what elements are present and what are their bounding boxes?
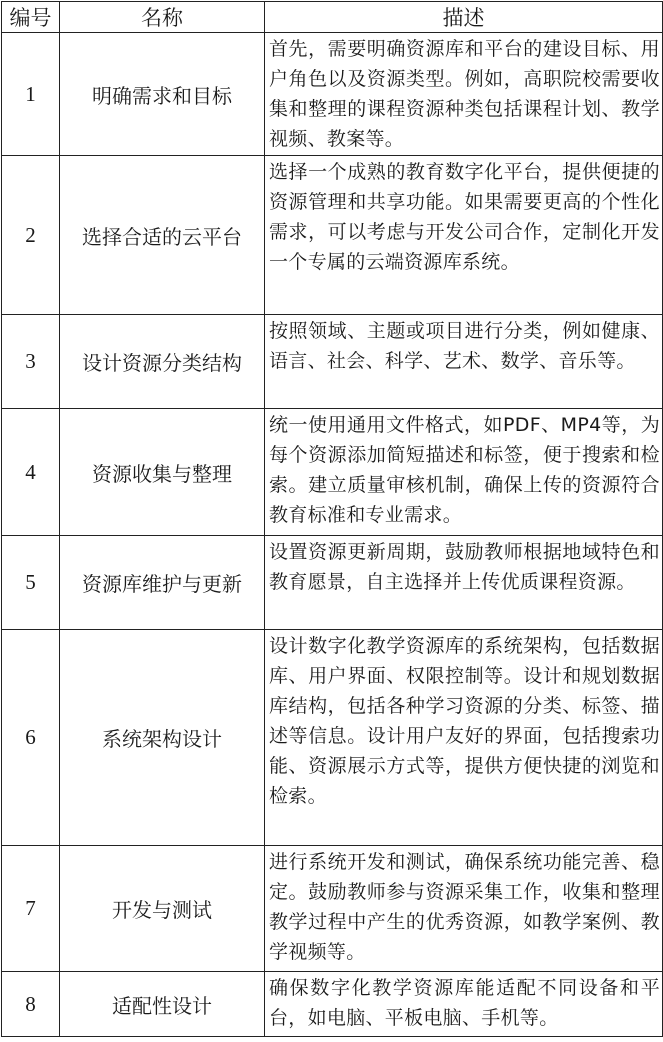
row-desc: 选择一个成熟的教育数字化平台，提供便捷的资源管理和共享功能。如果需要更高的个性化需求，可以考虑与开发公司合作，定制化开发一个专属的云端资源库系统。 <box>265 156 663 315</box>
header-desc: 描述 <box>265 2 663 33</box>
row-name: 系统架构设计 <box>60 630 265 846</box>
row-num: 2 <box>2 156 60 315</box>
row-name: 资源库维护与更新 <box>60 536 265 630</box>
row-name: 选择合适的云平台 <box>60 156 265 315</box>
header-row <box>2 2 663 33</box>
table-row <box>2 846 663 972</box>
row-num: 7 <box>2 846 60 972</box>
steps-table <box>1 1 663 1037</box>
table-row <box>2 156 663 315</box>
row-desc: 首先，需要明确资源库和平台的建设目标、用户角色以及资源类型。例如，高职院校需要收集和整理的课程资源种类包括课程计划、教学视频、教案等。 <box>265 33 663 156</box>
table-row <box>2 630 663 846</box>
row-desc: 按照领域、主题或项目进行分类，例如健康、语言、社会、科学、艺术、数学、音乐等。 <box>265 315 663 409</box>
row-name: 设计资源分类结构 <box>60 315 265 409</box>
row-name: 适配性设计 <box>60 972 265 1037</box>
table-row <box>2 33 663 156</box>
row-name: 资源收集与整理 <box>60 409 265 536</box>
header-num: 编号 <box>2 2 60 33</box>
table-row <box>2 409 663 536</box>
row-name: 明确需求和目标 <box>60 33 265 156</box>
row-num: 5 <box>2 536 60 630</box>
row-num: 1 <box>2 33 60 156</box>
row-name: 开发与测试 <box>60 846 265 972</box>
row-desc: 确保数字化教学资源库能适配不同设备和平台，如电脑、平板电脑、手机等。 <box>265 972 663 1037</box>
row-num: 4 <box>2 409 60 536</box>
table-row <box>2 536 663 630</box>
row-desc: 进行系统开发和测试，确保系统功能完善、稳定。鼓励教师参与资源采集工作，收集和整理教学过程中产生的优秀资源，如教学案例、教学视频等。 <box>265 846 663 972</box>
table-row <box>2 315 663 409</box>
header-name: 名称 <box>60 2 265 33</box>
row-desc: 设计数字化教学资源库的系统架构，包括数据库、用户界面、权限控制等。设计和规划数据库结构，包括各种学习资源的分类、标签、描述等信息。设计用户友好的界面，包括搜索功能、资源展示方式等，提供方便快捷的浏览和检索。 <box>265 630 663 846</box>
row-desc: 统一使用通用文件格式，如PDF、MP4等，为每个资源添加简短描述和标签，便于搜索和检索。建立质量审核机制，确保上传的资源符合教育标准和专业需求。 <box>265 409 663 536</box>
table-row <box>2 972 663 1037</box>
row-num: 8 <box>2 972 60 1037</box>
row-num: 3 <box>2 315 60 409</box>
row-num: 6 <box>2 630 60 846</box>
row-desc: 设置资源更新周期，鼓励教师根据地域特色和教育愿景，自主选择并上传优质课程资源。 <box>265 536 663 630</box>
